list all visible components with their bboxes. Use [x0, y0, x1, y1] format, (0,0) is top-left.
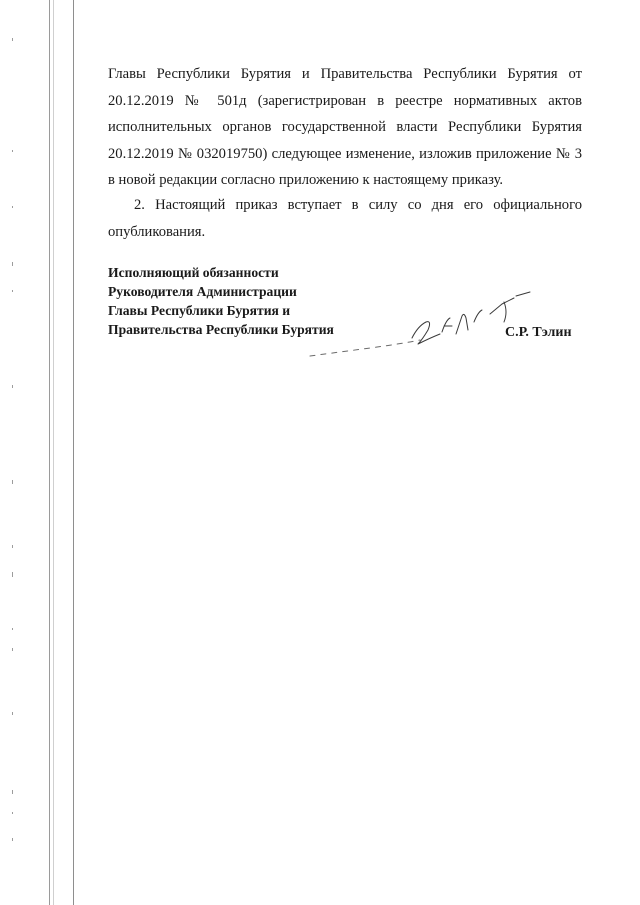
paragraph-text: 2. Настоящий приказ вступает в силу со дня его официального опубликования.	[108, 197, 582, 240]
scan-margin-specks	[8, 0, 20, 905]
signer-title-line: Исполняющий обязанности	[108, 265, 279, 280]
scan-edge-line	[53, 0, 54, 905]
paragraph-line: исполнительных органов государственной власти Республики Бурятия	[108, 119, 582, 136]
handwritten-signature	[300, 282, 540, 362]
signer-title-line: Руководителя Администрации	[108, 284, 297, 299]
paragraph-line: в новой редакции согласно приложению к настоящему приказу.	[108, 172, 504, 189]
paragraph-1	[108, 61, 582, 194]
paragraph-line: 20.12.2019 № 501д (зарегистрирован в реестре нормативных актов	[108, 92, 582, 109]
signer-title-line: Главы Республики Бурятия и	[108, 303, 291, 318]
signer-title-line: Правительства Республики Бурятия	[108, 322, 334, 337]
signer-name: С.Р. Тэлин	[505, 325, 572, 340]
paragraph-line: Главы Республики Бурятия и Правительства Республики Бурятия от	[108, 66, 582, 82]
scan-edge-line	[73, 0, 74, 905]
paragraph-line: 20.12.2019 № 032019750) следующее изменение, изложив приложение № 3	[108, 145, 582, 162]
scan-edge-line	[49, 0, 50, 905]
paragraph-2	[108, 192, 582, 245]
